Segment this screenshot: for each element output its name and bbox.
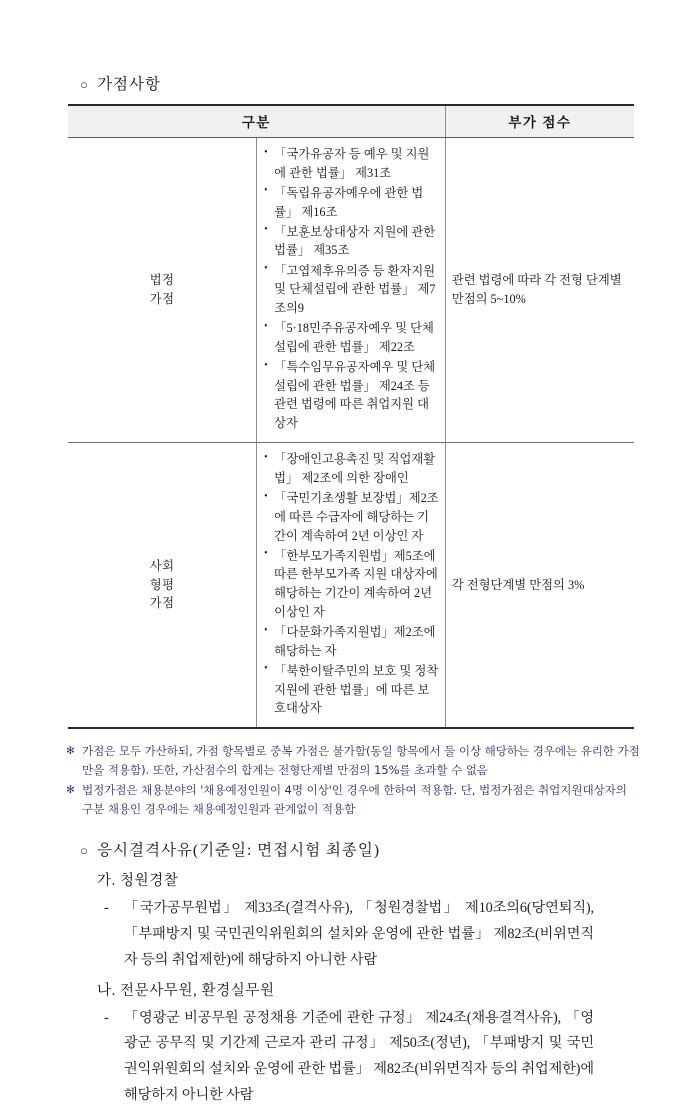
list-item: • 「국민기초생활 보장법」제2조에 따른 수급자에 해당하는 기간이 계속하여 2년 이상인 자: [263, 489, 439, 545]
list-item: • 「5·18민주유공자예우 및 단체설립에 관한 법률」 제22조: [263, 319, 439, 356]
group-label-chungwongyeongchal: 가. 청원경찰: [97, 873, 179, 890]
row-label-line: 법정: [149, 272, 175, 287]
list-item: • 「보훈보상대상자 지원에 관한 법률」 제35조: [263, 223, 439, 260]
row-score-social-equity-bonus: 각 전형단계별 만점의 3%: [445, 443, 634, 729]
row-score-legal-bonus: 관련 법령에 따라 각 전형 단계별 만점의 5~10%: [445, 138, 634, 443]
group-text-chungwongyeongchal: [104, 896, 594, 974]
circle-marker-icon: ○: [80, 842, 89, 858]
note-text: 가점은 모두 가산하되, 가점 항목별로 중복 가점은 불가함(동일 항목에서 둘 이상 해당하는 경우에는 유리한 가점만을 적용함). 또한, 가산점수의 합계는 전형단계별 만점의 15%를 초과할 수 없음: [82, 744, 640, 778]
table-row: [68, 443, 634, 729]
row-label-line: 가점: [149, 291, 175, 306]
list-item: • 「북한이탈주민의 보호 및 정착지원에 관한 법률」에 따른 보호대상자: [263, 662, 439, 718]
row-label-line: 사회: [149, 558, 175, 573]
list-item: • 「특수임무유공자예우 및 단체설립에 관한 법률」 제24조 등 관련 법령에 따른 취업지원 대상자: [263, 358, 439, 433]
table-header-row: [68, 105, 634, 138]
table-header: [68, 105, 634, 138]
disqualification-section-heading: [80, 838, 640, 865]
row-items-social-equity-bonus: [257, 443, 446, 729]
bonus-notes: [66, 742, 640, 818]
note-item: [66, 781, 640, 819]
list-item: • 「다문화가족지원법」제2조에 해당하는 자: [263, 623, 439, 660]
group-body-text: 「영광군 비공무원 공정채용 기준에 관한 규정」 제24조(채용결격사유), 「영광군 공무직 및 기간제 근로자 관리 규정」 제50조(정년), 「부패방지 및 국민권익위원회의 설치와 운영에 관한 법률」 제82조(비위면직자 등의 취업제한)에 해당하지 아니한 사람: [124, 1009, 594, 1104]
note-text: 법정가점은 채용분야의 '채용예정인원이 4명 이상'인 경우에 한하여 적용함. 단, 법정가점은 취업지원대상자의 구분 채용인 경우에는 채용예정인원과 관계없이 적용함: [82, 783, 627, 816]
bonus-points-table: [68, 104, 634, 729]
row-label-line: 가점: [149, 596, 175, 611]
circle-marker-icon: ○: [80, 77, 89, 92]
column-header-score: 부가 점수: [445, 105, 634, 138]
dash-marker-icon: -: [104, 900, 109, 917]
list-item: • 「장애인고용촉진 및 직업재활법」 제2조에 의한 장애인: [263, 450, 439, 487]
note-item: [66, 742, 640, 780]
bullet-list: [263, 450, 439, 718]
list-item: • 「국가유공자 등 예우 및 지원에 관한 법률」 제31조: [263, 145, 439, 182]
disqualification-section-title: 응시결격사유(기준일: 면접시험 최종일): [97, 841, 381, 859]
asterisk-icon: ✻: [66, 783, 75, 796]
table-row: [68, 138, 634, 443]
list-item: • 「한부모가족지원법」제5조에 따른 한부모가족 지원 대상자에 해당하는 기간이 계속하여 2년 이상인 자: [263, 547, 439, 622]
list-item: • 「독립유공자예우에 관한 법률」 제16조: [263, 184, 439, 221]
group-text-jeonmunsamuwon: [104, 1006, 594, 1109]
column-header-gubun: 구분: [68, 105, 445, 138]
row-label-legal-bonus: [68, 138, 257, 443]
dash-marker-icon: -: [104, 1009, 109, 1026]
asterisk-icon: ✻: [66, 744, 75, 757]
row-items-legal-bonus: [257, 138, 446, 443]
bonus-section-title: 가점사항: [97, 76, 161, 93]
list-item: • 「고엽제후유의증 등 환자지원 및 단체설립에 관한 법률」 제7조의9: [263, 262, 439, 318]
bonus-section-heading: [80, 72, 640, 94]
table-body: [68, 138, 634, 729]
disqualification-section: [80, 838, 640, 1109]
group-label-jeonmunsamuwon: 나. 전문사무원, 환경실무원: [97, 982, 275, 999]
bullet-list: [263, 145, 439, 433]
row-label-social-equity-bonus: [68, 443, 257, 729]
group-body-text: 「국가공무원법」 제33조(결격사유), 「청원경찰법」 제10조의6(당연퇴직), 「부패방지 및 국민권익위원회의 설치와 운영에 관한 법률」 제82조(비위면직자 등의 취업제한)에 해당하지 아니한 사람: [124, 900, 594, 968]
row-label-line: 형평: [149, 577, 175, 592]
